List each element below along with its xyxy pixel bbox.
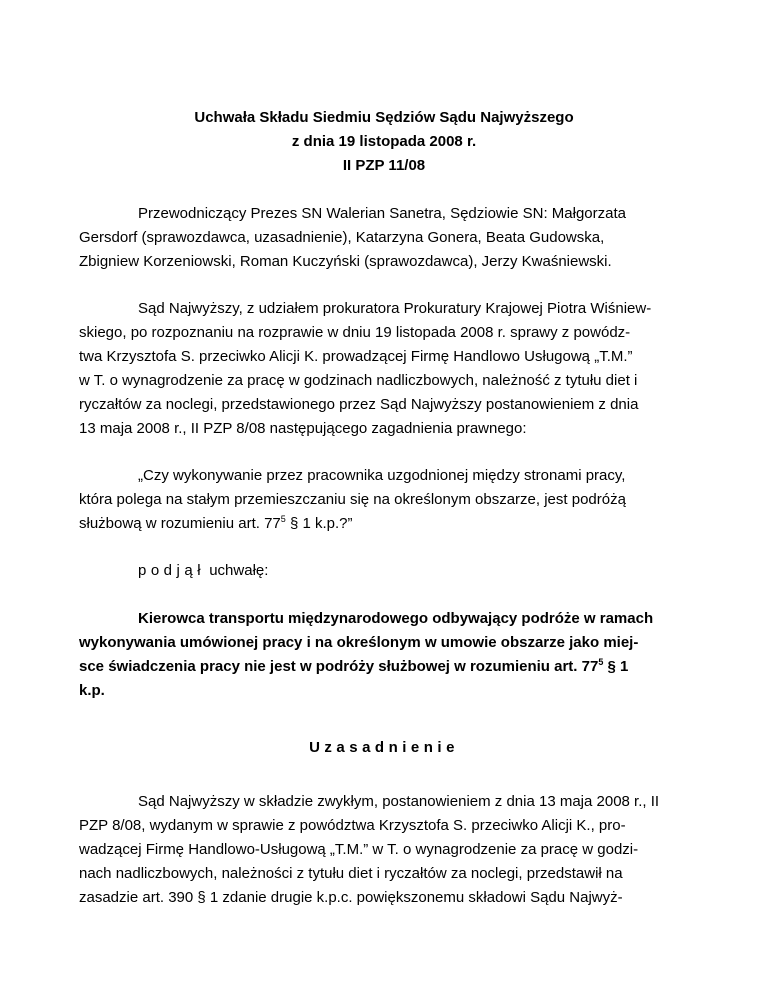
justification-heading: Uzasadnienie	[309, 739, 459, 756]
intro-line-6: 13 maja 2008 r., II PZP 8/08 następującego zagadnienia prawnego:	[79, 420, 527, 437]
resolution-line-4: k.p.	[79, 682, 105, 699]
intro-line-4: w T. o wynagrodzenie za pracę w godzinach nadliczbowych, należność z tytułu diet i	[79, 372, 638, 389]
composition-line-2: Gersdorf (sprawozdawca, uzasadnienie), Katarzyna Gonera, Beata Gudowska,	[79, 229, 605, 246]
question-line-3	[79, 514, 352, 534]
resolved-spaced-word: podjął	[138, 562, 206, 579]
intro-line-3: twa Krzysztofa S. przeciwko Alicji K. prowadzącej Firmę Handlowo Usługową „T.M.”	[79, 348, 633, 365]
justification-line-2: PZP 8/08, wydanym w sprawie z powództwa Krzysztofa S. przeciwko Alicji K., pro-	[79, 817, 626, 834]
resolved-rest: uchwałę:	[209, 562, 269, 579]
question-text: służbową w rozumieniu art. 77	[79, 515, 281, 532]
justification-line-1: Sąd Najwyższy w składzie zwykłym, postanowieniem z dnia 13 maja 2008 r., II	[138, 793, 660, 810]
resolution-line-2: wykonywania umówionej pracy i na określonym w umowie obszarze jako miej-	[79, 634, 639, 651]
intro-line-5: ryczałtów za noclegi, przedstawionego przez Sąd Najwyższy postanowieniem z dnia	[79, 396, 639, 413]
resolved-line	[138, 561, 268, 581]
article-superscript: 5	[280, 514, 286, 524]
resolution-article-superscript: 5	[598, 657, 604, 667]
intro-line-1: Sąd Najwyższy, z udziałem prokuratora Prokuratury Krajowej Piotra Wiśniew-	[138, 300, 652, 317]
document-title: Uchwała Składu Siedmiu Sędziów Sądu Najwyższego	[194, 109, 574, 126]
resolution-line-3	[79, 657, 628, 677]
question-text-end: § 1 k.p.?”	[285, 515, 353, 532]
justification-line-5: zasadzie art. 390 § 1 zdanie drugie k.p.c. powiększonemu składowi Sądu Najwyż-	[79, 889, 623, 906]
question-line-2: która polega na stałym przemieszczaniu się na określonym obszarze, jest podróżą	[79, 491, 626, 508]
resolution-line-1: Kierowca transportu międzynarodowego odbywający podróże w ramach	[138, 610, 654, 627]
intro-line-2: skiego, po rozpoznaniu na rozprawie w dniu 19 listopada 2008 r. sprawy z powódz-	[79, 324, 631, 341]
case-signature: II PZP 11/08	[342, 157, 426, 174]
composition-line-1: Przewodniczący Prezes SN Walerian Sanetra, Sędziowie SN: Małgorzata	[138, 205, 626, 222]
resolution-text-end: § 1	[603, 658, 629, 675]
justification-line-3: wadzącej Firmę Handlowo-Usługową „T.M.” w T. o wynagrodzenie za pracę w godzi-	[79, 841, 639, 858]
document-date: z dnia 19 listopada 2008 r.	[291, 133, 477, 150]
justification-line-4: nach nadliczbowych, należności z tytułu diet i ryczałtów za noclegi, przedstawił na	[79, 865, 623, 882]
question-line-1: „Czy wykonywanie przez pracownika uzgodnionej między stronami pracy,	[138, 467, 626, 484]
composition-line-3: Zbigniew Korzeniowski, Roman Kuczyński (sprawozdawca), Jerzy Kwaśniewski.	[79, 253, 612, 270]
resolution-text: sce świadczenia pracy nie jest w podróży służbowej w rozumieniu art. 77	[79, 658, 599, 675]
